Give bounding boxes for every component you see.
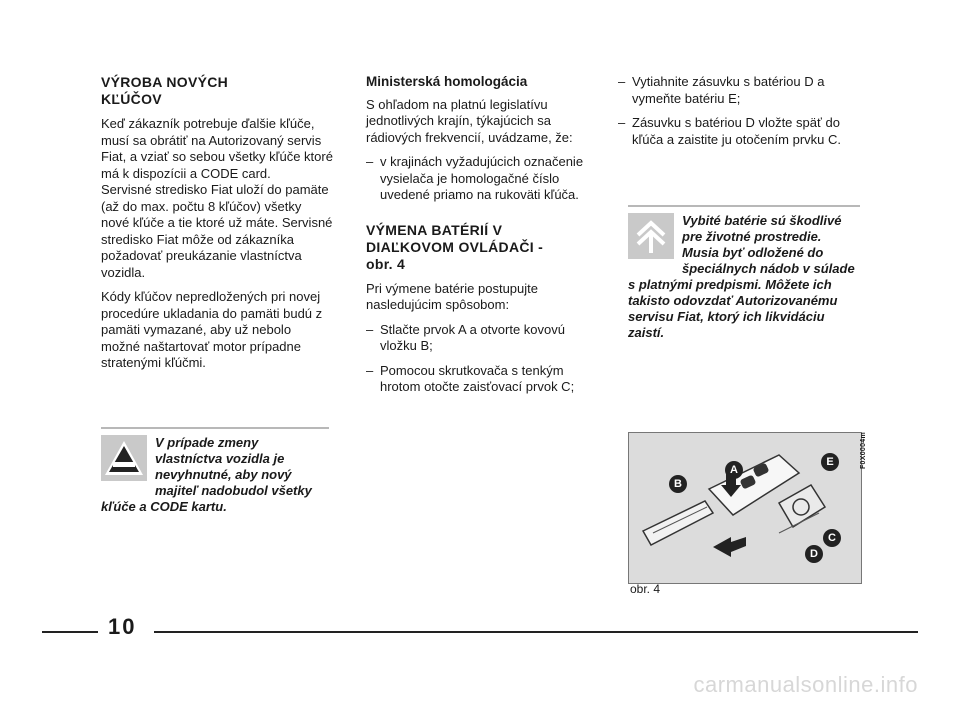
heading-new-keys <box>101 74 333 108</box>
paragraph: Kódy kľúčov nepredložených pri novej procedúre ukladania do pamäti budú z pamäti vymazané, aby už nebolo možné naštartovať motor prípadne stratenými kľúčmi. <box>101 289 323 370</box>
environment-text: Vybité batérie sú škodlivé pre životné prostredie. Musia byť odložené do špeciálnych nádob v súlade s platnými predpismi. Môžete ich takisto odovzdať Autorizovanému servisu Fiat, ktorý ich likvidáciu zaistí. <box>628 213 855 340</box>
list-item: – Pomocou skrutkovača s tenkým hrotom otočte zaisťovací prvok C; <box>366 363 598 396</box>
column-1 <box>101 74 333 380</box>
column-2 <box>366 74 598 404</box>
label-B: B <box>669 475 687 493</box>
warning-text: V prípade zmeny vlastníctva vozidla je nevyhnutné, aby nový majiteľ nadobudol všetky kľúče a CODE kartu. <box>101 435 312 514</box>
heading-line: obr. 4 <box>366 255 406 272</box>
footer-rule-right <box>154 631 918 633</box>
paragraph: S ohľadom na platnú legislatívu jednotlivých krajín, týkajúcich sa rádiových frekvencií, uvádzame, že: <box>366 96 573 145</box>
heading-line: VÝROBA NOVÝCH <box>101 74 229 90</box>
label-D: D <box>805 545 823 563</box>
list-item: – Vytiahnite zásuvku s batériou D a vymeňte batériu E; <box>618 74 868 107</box>
warning-note <box>101 427 329 515</box>
page-number: 10 <box>108 614 137 639</box>
watermark: carmanualsonline.info <box>693 672 918 697</box>
heading-line: VÝMENA BATÉRIÍ V <box>366 221 503 238</box>
list-item: – Stlačte prvok A a otvorte kovovú vložku B; <box>366 322 598 355</box>
list-item: – v krajinách vyžadujúcich označenie vysielača je homologačné číslo uvedené priamo na rukoväti kľúča. <box>366 154 598 204</box>
subheading-homologation: Ministerská homologácia <box>366 74 528 89</box>
paragraph: Pri výmene batérie postupujte nasledujúcim spôsobom: <box>366 280 538 312</box>
paragraph: Keď zákazník potrebuje ďalšie kľúče, musí sa obrátiť na Autorizovaný servis Fiat, a vziať so sebou všetky kľúče ktoré má k dispozícii a CODE card. <box>101 116 333 181</box>
heading-line: KĽÚČOV <box>101 91 162 107</box>
environment-note <box>628 205 860 341</box>
divider <box>628 205 860 207</box>
paragraph: Servisné stredisko Fiat uloží do pamäte (až do max. počtu 8 kľúčov) všetky nové kľúče a tie ktoré už máte. Servisné stredisko Fiat môže od zákazníka požadovať preukázanie vlastníctva vozidla. <box>101 182 333 280</box>
label-C: C <box>823 529 841 547</box>
heading-battery-replacement <box>366 222 598 273</box>
label-A: A <box>725 461 743 479</box>
label-E: E <box>821 453 839 471</box>
figure-caption: obr. 4 <box>630 582 661 596</box>
recycle-tree-icon <box>628 213 674 259</box>
list-item: – Zásuvku s batériou D vložte späť do kľúča a zaistite ju otočením prvku C. <box>618 115 868 148</box>
key-battery-figure <box>628 432 862 584</box>
warning-triangle-icon <box>101 435 147 481</box>
column-3 <box>618 74 868 156</box>
figure-code: F0X0004m <box>860 432 867 470</box>
heading-line: DIAĽKOVOM OVLÁDAČI - <box>366 238 544 255</box>
divider <box>101 427 329 429</box>
footer-rule-left <box>42 631 98 633</box>
